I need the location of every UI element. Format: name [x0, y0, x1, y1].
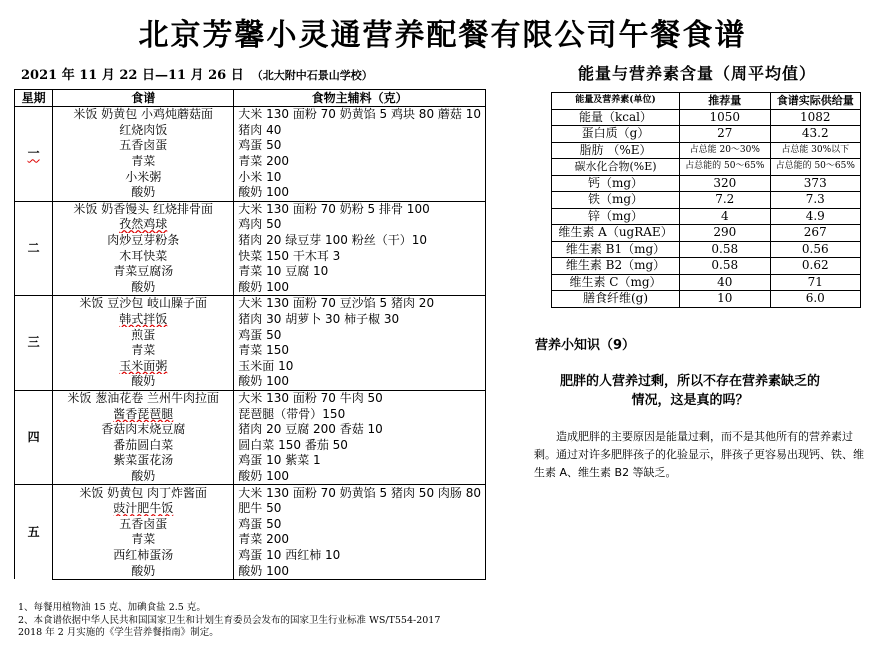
menu-row — [15, 359, 486, 375]
menu-dish: 酸奶 — [53, 374, 234, 390]
menu-dish: 肉炒豆芽粉条 — [53, 233, 234, 249]
menu-header-dish: 食谱 — [53, 90, 234, 107]
menu-ingredients: 青菜 150 — [234, 343, 486, 359]
nutrition-item: 脂肪 （%E） — [552, 142, 680, 159]
menu-dish: 韩式拌饭 — [53, 312, 234, 328]
nutrition-recommended: 10 — [680, 291, 770, 308]
menu-row — [15, 233, 486, 249]
menu-ingredients: 猪肉 30 胡萝卜 30 柿子椒 30 — [234, 312, 486, 328]
menu-dish: 玉米面粥 — [53, 359, 234, 375]
menu-ingredients: 鸡蛋 50 — [234, 138, 486, 154]
menu-header-day: 星期 — [15, 90, 53, 107]
menu-dish: 木耳快菜 — [53, 248, 234, 264]
page-title: 北京芳馨小灵通营养配餐有限公司午餐食谱 — [138, 18, 747, 53]
menu-dish: 酸奶 — [53, 469, 234, 485]
nutrition-item: 维生素 B1（mg） — [552, 241, 680, 258]
school-name: （北大附中石景山学校） — [251, 69, 373, 82]
nutrition-recommended: 0.58 — [680, 241, 770, 258]
knowledge-question: 肥胖的人营养过剩，所以不存在营养素缺乏的情况，这是真的吗？ — [560, 374, 821, 408]
menu-ingredients: 大米 130 面粉 70 奶黄馅 5 猪肉 50 肉肠 80 — [234, 485, 486, 501]
nutrition-actual: 71 — [770, 274, 860, 291]
menu-dish: 米饭 葱油花卷 兰州牛肉拉面 — [53, 390, 234, 406]
nutrition-item: 维生素 B2（mg） — [552, 258, 680, 275]
menu-ingredients: 猪肉 20 绿豆芽 100 粉丝（干）10 — [234, 233, 486, 249]
menu-row — [15, 169, 486, 185]
nutrition-item: 维生素 C（mg） — [552, 274, 680, 291]
menu-dish: 米饭 奶黄包 肉丁炸酱面 — [53, 485, 234, 501]
menu-dish: 酸奶 — [53, 563, 234, 579]
menu-row — [15, 327, 486, 343]
menu-row — [15, 248, 486, 264]
nutrition-row — [552, 192, 861, 209]
nutrition-item: 能量（kcal） — [552, 109, 680, 126]
menu-body — [15, 107, 486, 580]
nutrition-header-recommended: 推荐量 — [680, 93, 770, 110]
menu-row — [15, 422, 486, 438]
menu-row — [15, 485, 486, 501]
nutrition-header-item: 能量及营养素(单位) — [552, 93, 680, 110]
menu-dish: 酸奶 — [53, 185, 234, 201]
menu-day — [15, 107, 53, 202]
footnotes — [18, 602, 440, 640]
nutrition-recommended: 0.58 — [680, 258, 770, 275]
menu-row — [15, 154, 486, 170]
nutrition-actual: 43.2 — [770, 126, 860, 143]
nutrition-item: 碳水化合物(%E) — [552, 159, 680, 176]
nutrition-recommended: 占总能的 50～65% — [680, 159, 770, 176]
menu-row — [15, 280, 486, 296]
menu-row — [15, 548, 486, 564]
menu-row — [15, 516, 486, 532]
nutrition-row — [552, 274, 861, 291]
nutrition-actual: 373 — [770, 175, 860, 192]
menu-row — [15, 501, 486, 517]
menu-row — [15, 563, 486, 579]
nutrition-row — [552, 126, 861, 143]
nutrition-actual: 占总能 30%以下 — [770, 142, 860, 159]
menu-ingredients: 酸奶 100 — [234, 469, 486, 485]
menu-ingredients: 快菜 150 干木耳 3 — [234, 248, 486, 264]
menu-ingredients: 大米 130 面粉 70 豆沙馅 5 猪肉 20 — [234, 296, 486, 312]
nutrition-actual: 0.56 — [770, 241, 860, 258]
menu-dish: 小米粥 — [53, 169, 234, 185]
nutrition-item: 钙（mg） — [552, 175, 680, 192]
menu-ingredients: 酸奶 100 — [234, 374, 486, 390]
nutrition-recommended: 290 — [680, 225, 770, 242]
menu-dish: 豉汁肥牛饭 — [53, 501, 234, 517]
menu-row — [15, 390, 486, 406]
menu-ingredients: 酸奶 100 — [234, 280, 486, 296]
nutrition-row — [552, 109, 861, 126]
menu-row — [15, 264, 486, 280]
menu-dish: 青菜 — [53, 154, 234, 170]
menu-ingredients: 酸奶 100 — [234, 563, 486, 579]
menu-row — [15, 107, 486, 123]
nutrition-row — [552, 208, 861, 225]
menu-table — [14, 89, 486, 580]
menu-day-label: 三 — [27, 335, 40, 350]
menu-row — [15, 138, 486, 154]
nutrition-item: 蛋白质（g） — [552, 126, 680, 143]
menu-ingredients: 大米 130 面粉 70 奶粉 5 排骨 100 — [234, 201, 486, 217]
nutrition-recommended: 占总能 20～30% — [680, 142, 770, 159]
menu-dish: 五香卤蛋 — [53, 138, 234, 154]
menu-row — [15, 312, 486, 328]
menu-ingredients: 鸡蛋 10 紫菜 1 — [234, 453, 486, 469]
nutrition-row — [552, 159, 861, 176]
menu-day-label: 一 — [27, 146, 40, 161]
menu-dish: 西红柿蛋汤 — [53, 548, 234, 564]
menu-dish: 孜然鸡球 — [53, 217, 234, 233]
menu-day — [15, 296, 53, 391]
menu-ingredients: 圆白菜 150 番茄 50 — [234, 437, 486, 453]
nutrition-title: 能量与营养素含量（周平均值） — [578, 64, 817, 83]
menu-dish: 酱香琵琶腿 — [53, 406, 234, 422]
menu-dish: 煎蛋 — [53, 327, 234, 343]
nutrition-actual: 267 — [770, 225, 860, 242]
menu-ingredients: 琵琶腿（带骨）150 — [234, 406, 486, 422]
menu-row — [15, 469, 486, 485]
menu-ingredients: 青菜 10 豆腐 10 — [234, 264, 486, 280]
menu-ingredients: 鸡蛋 50 — [234, 516, 486, 532]
menu-ingredients: 鸡肉 50 — [234, 217, 486, 233]
nutrition-actual: 1082 — [770, 109, 860, 126]
menu-header-row — [15, 90, 486, 107]
nutrition-actual: 6.0 — [770, 291, 860, 308]
menu-row — [15, 343, 486, 359]
knowledge-answer: 造成肥胖的主要原因是能量过剩，而不是其他所有的营养素过剩。通过对许多肥胖孩子的化验显示，胖孩子更容易出现钙、铁、维生素 A、维生素 B2 等缺乏。 — [534, 430, 864, 479]
menu-ingredients: 肥牛 50 — [234, 501, 486, 517]
nutrition-row — [552, 241, 861, 258]
nutrition-actual: 7.3 — [770, 192, 860, 209]
menu-ingredients: 大米 130 面粉 70 奶黄馅 5 鸡块 80 蘑菇 10 — [234, 107, 486, 123]
menu-ingredients: 鸡蛋 10 西红柿 10 — [234, 548, 486, 564]
menu-row — [15, 453, 486, 469]
nutrition-item: 维生素 A（ugRAE） — [552, 225, 680, 242]
menu-row — [15, 437, 486, 453]
nutrition-header-row — [552, 93, 861, 110]
nutrition-recommended: 320 — [680, 175, 770, 192]
menu-dish: 米饭 奶香馒头 红烧排骨面 — [53, 201, 234, 217]
menu-day — [15, 390, 53, 485]
menu-dish: 香菇肉末烧豆腐 — [53, 422, 234, 438]
nutrition-recommended: 40 — [680, 274, 770, 291]
nutrition-row — [552, 258, 861, 275]
menu-ingredients: 猪肉 20 豆腐 200 香菇 10 — [234, 422, 486, 438]
nutrition-item: 锌（mg） — [552, 208, 680, 225]
nutrition-row — [552, 291, 861, 308]
nutrition-row — [552, 175, 861, 192]
menu-ingredients: 酸奶 100 — [234, 185, 486, 201]
menu-ingredients: 鸡蛋 50 — [234, 327, 486, 343]
menu-dish: 酸奶 — [53, 280, 234, 296]
nutrition-actual: 占总能的 50～65% — [770, 159, 860, 176]
menu-day — [15, 201, 53, 296]
menu-dish: 紫菜蛋花汤 — [53, 453, 234, 469]
menu-ingredients: 小米 10 — [234, 169, 486, 185]
menu-dish: 米饭 奶黄包 小鸡炖蘑菇面 — [53, 107, 234, 123]
menu-dish: 番茄圆白菜 — [53, 437, 234, 453]
nutrition-item: 铁（mg） — [552, 192, 680, 209]
menu-day-label: 二 — [27, 240, 40, 255]
menu-row — [15, 532, 486, 548]
nutrition-actual: 0.62 — [770, 258, 860, 275]
nutrition-item: 膳食纤维(g) — [552, 291, 680, 308]
menu-dish: 青菜豆腐汤 — [53, 264, 234, 280]
menu-dish: 米饭 豆沙包 岐山臊子面 — [53, 296, 234, 312]
knowledge-heading: 营养小知识（9） — [535, 338, 636, 353]
menu-ingredients: 玉米面 10 — [234, 359, 486, 375]
menu-day-label: 五 — [27, 524, 40, 539]
menu-day-label: 四 — [27, 429, 40, 444]
menu-dish: 青菜 — [53, 532, 234, 548]
menu-row — [15, 406, 486, 422]
menu-dish: 红烧肉饭 — [53, 123, 234, 139]
date-range-text: 2021 年 11 月 22 日—11 月 26 日 — [21, 68, 244, 83]
menu-ingredients: 青菜 200 — [234, 154, 486, 170]
nutrition-recommended: 4 — [680, 208, 770, 225]
nutrition-recommended: 7.2 — [680, 192, 770, 209]
menu-header-ingredients: 食物主辅料（克） — [234, 90, 486, 107]
menu-row — [15, 374, 486, 390]
menu-row — [15, 296, 486, 312]
nutrition-actual: 4.9 — [770, 208, 860, 225]
date-range — [21, 64, 373, 83]
menu-row — [15, 217, 486, 233]
menu-ingredients: 青菜 200 — [234, 532, 486, 548]
footnote-2: 2、本食谱依据中华人民共和国国家卫生和计划生育委员会发布的国家卫生行业标准 WS/T554-2017 — [18, 614, 441, 626]
nutrition-table — [551, 92, 861, 308]
nutrition-header-actual: 食谱实际供给量 — [770, 93, 860, 110]
menu-row — [15, 123, 486, 139]
nutrition-recommended: 1050 — [680, 109, 770, 126]
menu-day — [15, 485, 53, 580]
nutrition-row — [552, 142, 861, 159]
menu-dish: 五香卤蛋 — [53, 516, 234, 532]
nutrition-body — [552, 109, 861, 307]
menu-ingredients: 猪肉 40 — [234, 123, 486, 139]
footnote-1: 1、每餐用植物油 15 克、加碘食盐 2.5 克。 — [18, 602, 206, 613]
menu-ingredients: 大米 130 面粉 70 牛肉 50 — [234, 390, 486, 406]
footnote-3: 2018 年 2 月实施的《学生营养餐指南》制定。 — [18, 627, 219, 638]
nutrition-recommended: 27 — [680, 126, 770, 143]
menu-row — [15, 185, 486, 201]
nutrition-row — [552, 225, 861, 242]
menu-row — [15, 201, 486, 217]
menu-dish: 青菜 — [53, 343, 234, 359]
